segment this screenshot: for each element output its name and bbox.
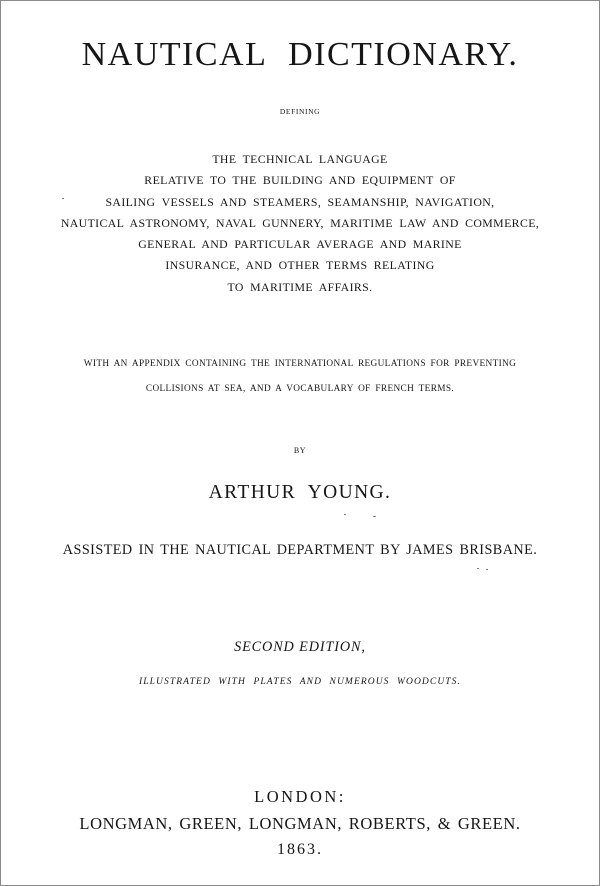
defining-label: DEFINING (279, 107, 321, 116)
publication-city: LONDON: (254, 787, 346, 806)
by-label: BY (293, 446, 307, 455)
book-title: NAUTICAL DICTIONARY. (81, 36, 519, 73)
author-name: ARTHUR YOUNG. (208, 482, 392, 503)
description-line: GENERAL AND PARTICULAR AVERAGE AND MARINE (138, 237, 462, 252)
appendix-line: COLLISIONS AT SEA, AND A VOCABULARY OF FRENCH TERMS. (145, 383, 455, 394)
description-line: NAUTICAL ASTRONOMY, NAVAL GUNNERY, MARITIME LAW AND COMMERCE, (60, 215, 540, 230)
print-speck (344, 514, 346, 515)
print-speck (62, 198, 64, 199)
assistant-credit: ASSISTED IN THE NAUTICAL DEPARTMENT BY JAMES BRISBANE. (62, 542, 538, 558)
appendix-line: WITH AN APPENDIX CONTAINING THE INTERNATIONAL REGULATIONS FOR PREVENTING (83, 359, 517, 369)
print-speck (373, 516, 376, 517)
publisher-name: LONGMAN, GREEN, LONGMAN, ROBERTS, & GREEN. (79, 814, 521, 833)
subtitle-description (1, 149, 599, 298)
appendix-note (1, 352, 599, 401)
print-speck (486, 569, 488, 570)
illustration-note: ILLUSTRATED WITH PLATES AND NUMEROUS WOODCUTS. (138, 677, 461, 687)
description-line: RELATIVE TO THE BUILDING AND EQUIPMENT OF (144, 173, 456, 188)
description-line: SAILING VESSELS AND STEAMERS, SEAMANSHIP, NAVIGATION, (105, 194, 495, 209)
print-speck (477, 568, 479, 569)
description-line: INSURANCE, AND OTHER TERMS RELATING (165, 258, 435, 273)
description-line: THE TECHNICAL LANGUAGE (212, 152, 388, 166)
description-line: TO MARITIME AFFAIRS. (227, 279, 373, 294)
publication-year: 1863. (277, 841, 323, 858)
edition-label: SECOND EDITION, (234, 639, 366, 655)
